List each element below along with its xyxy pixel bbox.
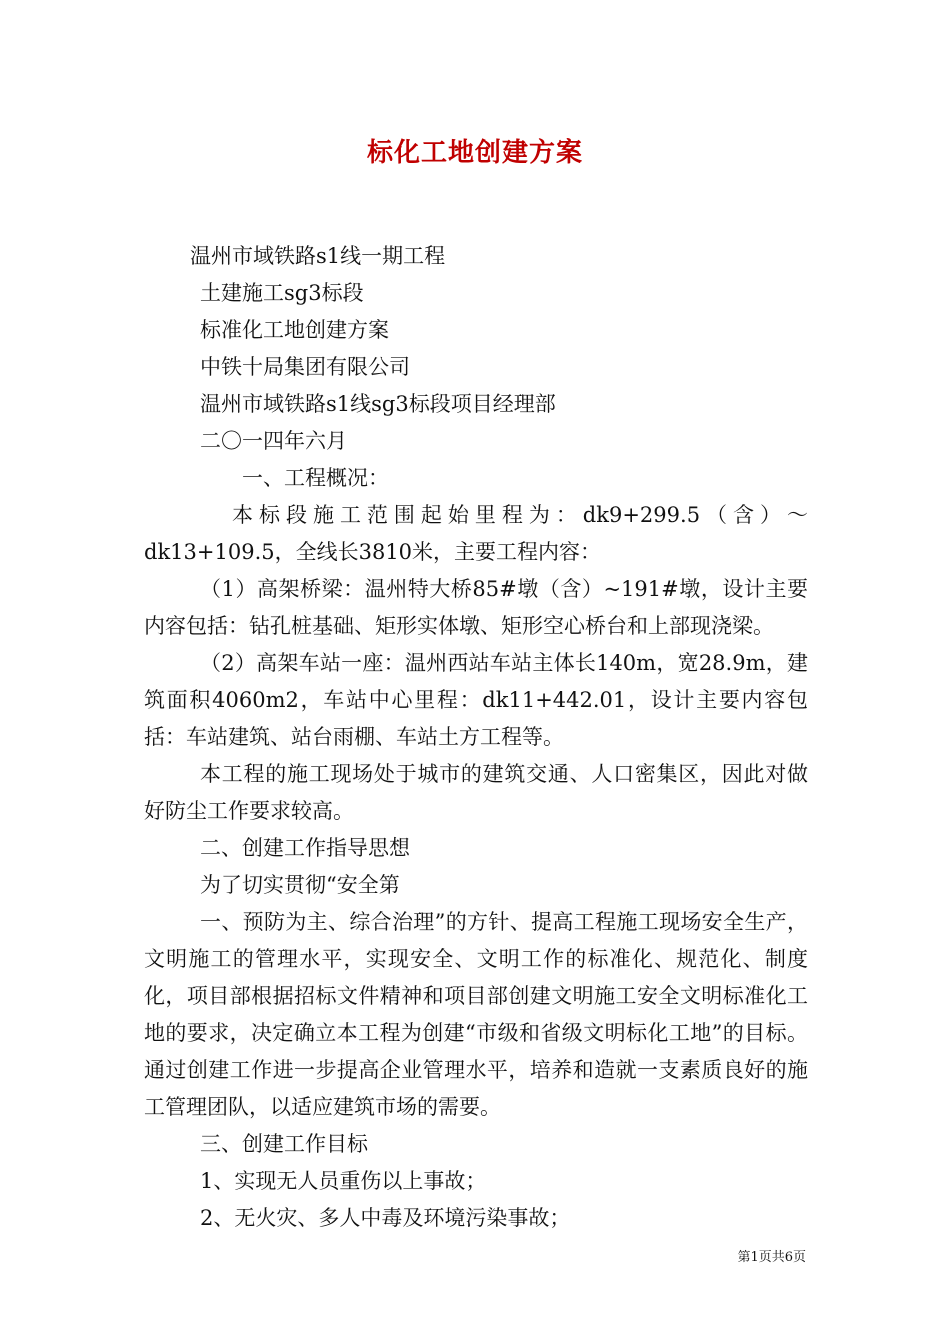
page-number: 第1页共6页 <box>737 1250 806 1265</box>
cover-line-project: 温州市域铁路s1线一期工程 <box>190 244 446 268</box>
document-title: 标化工地创建方案 <box>366 138 583 168</box>
cover-line-company: 中铁十局集团有限公司 <box>200 355 410 379</box>
paragraph-station: （2）高架车站一座：温州西站车站主体长140m，宽28.9m，建筑面积4060m2，车站中心里程：dk11+442.01，设计主要内容包括：车站建筑、站台雨棚、车站土方工程等。 <box>144 651 808 749</box>
cover-line-date: 二〇一四年六月 <box>200 429 347 453</box>
section-heading-guidance: 二、创建工作指导思想 <box>200 836 410 860</box>
paragraph-guidance-intro: 为了切实贯彻“安全第 <box>200 873 400 897</box>
cover-line-plan-title: 标准化工地创建方案 <box>200 318 389 342</box>
goal-item: 2、无火灾、多人中毒及环境污染事故； <box>200 1206 571 1230</box>
section-heading-goals: 三、创建工作目标 <box>200 1132 368 1156</box>
paragraph-guidance-body: 一、预防为主、综合治理”的方针、提高工程施工现场安全生产，文明施工的管理水平，实现安全、文明工作的标准化、规范化、制度化，项目部根据招标文件精神和项目部创建文明施工安全文明标准化工地的要求，决定确立本工程为创建“市级和省级文明标化工地”的目标。通过创建工作进一步提高企业管理水平，培养和造就一支素质良好的施工管理团队，以适应建筑市场的需要。 <box>144 910 808 1119</box>
paragraph-scope: 本标段施工范围起始里程为：dk9+299.5（含）～dk13+109.5，全线长3810米，主要工程内容： <box>144 503 808 564</box>
document-body <box>144 238 808 1237</box>
paragraph-bridge: （1）高架桥梁：温州特大桥85#墩（含）~191#墩，设计主要内容包括：钻孔桩基础、矩形实体墩、矩形空心桥台和上部现浇梁。 <box>144 577 808 638</box>
section-heading-overview: 一、工程概况： <box>242 466 389 490</box>
goal-item: 1、实现无人员重伤以上事故； <box>200 1169 487 1193</box>
cover-line-section: 土建施工sg3标段 <box>200 281 364 305</box>
cover-line-department: 温州市域铁路s1线sg3标段项目经理部 <box>200 392 556 416</box>
paragraph-site: 本工程的施工现场处于城市的建筑交通、人口密集区，因此对做好防尘工作要求较高。 <box>144 762 808 823</box>
